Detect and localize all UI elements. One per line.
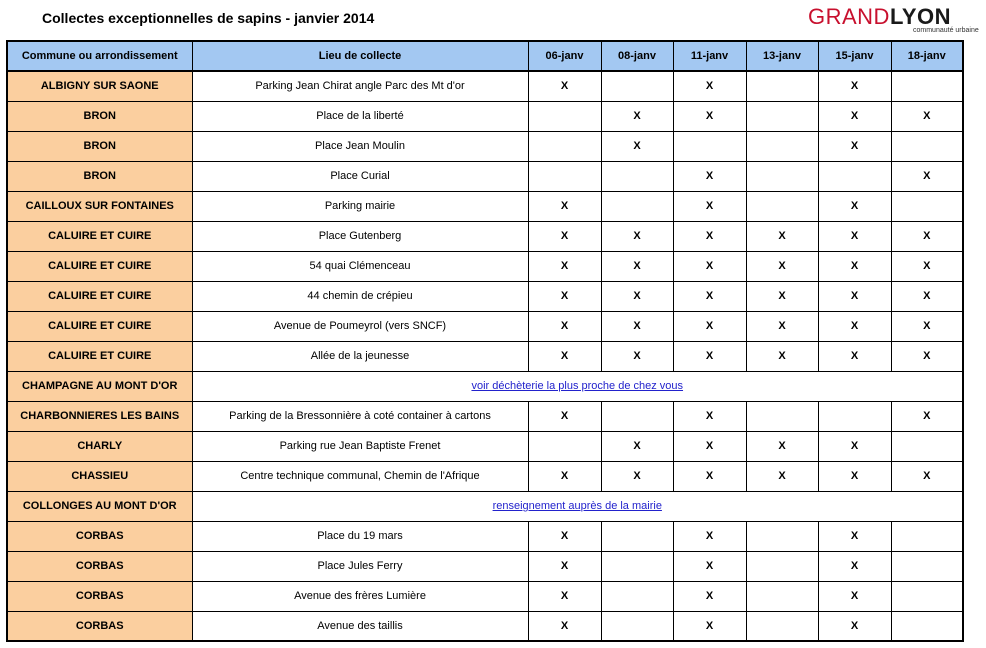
- collection-mark-cell: X: [673, 551, 746, 581]
- table-row: [7, 341, 963, 371]
- collection-mark-cell: X: [891, 161, 963, 191]
- collection-mark-cell: X: [528, 401, 601, 431]
- table-row: [7, 611, 963, 641]
- header-date: 06-janv: [528, 41, 601, 71]
- collection-mark-cell: X: [673, 311, 746, 341]
- collection-mark-cell: [891, 581, 963, 611]
- collection-mark-cell: [891, 71, 963, 101]
- table-row: [7, 131, 963, 161]
- collection-mark-cell: X: [601, 431, 673, 461]
- collection-mark-cell: [746, 101, 818, 131]
- commune-cell: CALUIRE ET CUIRE: [7, 281, 192, 311]
- info-link[interactable]: voir déchèterie la plus proche de chez vous: [192, 371, 963, 401]
- lieu-cell: Parking Jean Chirat angle Parc des Mt d'or: [192, 71, 528, 101]
- commune-cell: CAILLOUX SUR FONTAINES: [7, 191, 192, 221]
- commune-cell: CORBAS: [7, 521, 192, 551]
- collection-mark-cell: X: [818, 341, 891, 371]
- collection-mark-cell: [891, 191, 963, 221]
- table-row: [7, 311, 963, 341]
- commune-cell: CHASSIEU: [7, 461, 192, 491]
- lieu-cell: Avenue des taillis: [192, 611, 528, 641]
- collection-mark-cell: X: [818, 191, 891, 221]
- collection-mark-cell: X: [746, 431, 818, 461]
- collection-mark-cell: X: [528, 71, 601, 101]
- info-link[interactable]: renseignement auprès de la mairie: [192, 491, 963, 521]
- collection-mark-cell: X: [528, 221, 601, 251]
- collection-mark-cell: [601, 521, 673, 551]
- collection-mark-cell: X: [673, 431, 746, 461]
- commune-cell: BRON: [7, 161, 192, 191]
- table-row: [7, 491, 963, 521]
- collection-mark-cell: [601, 401, 673, 431]
- collection-mark-cell: [601, 161, 673, 191]
- collection-mark-cell: [818, 161, 891, 191]
- table-row: [7, 461, 963, 491]
- collection-mark-cell: X: [746, 341, 818, 371]
- collection-mark-cell: X: [818, 281, 891, 311]
- collection-mark-cell: X: [673, 461, 746, 491]
- collection-mark-cell: X: [601, 101, 673, 131]
- collection-mark-cell: [746, 401, 818, 431]
- collection-mark-cell: X: [673, 161, 746, 191]
- collection-mark-cell: X: [891, 311, 963, 341]
- collection-mark-cell: [891, 431, 963, 461]
- commune-cell: CORBAS: [7, 611, 192, 641]
- collection-mark-cell: X: [528, 341, 601, 371]
- lieu-cell: 54 quai Clémenceau: [192, 251, 528, 281]
- collection-mark-cell: X: [891, 101, 963, 131]
- lieu-cell: Parking rue Jean Baptiste Frenet: [192, 431, 528, 461]
- collection-mark-cell: [673, 131, 746, 161]
- lieu-cell: Centre technique communal, Chemin de l'Afrique: [192, 461, 528, 491]
- collection-mark-cell: X: [891, 251, 963, 281]
- lieu-cell: Avenue de Poumeyrol (vers SNCF): [192, 311, 528, 341]
- table-row: [7, 281, 963, 311]
- collection-mark-cell: X: [818, 71, 891, 101]
- commune-cell: CALUIRE ET CUIRE: [7, 221, 192, 251]
- table-row: [7, 221, 963, 251]
- collection-mark-cell: X: [601, 251, 673, 281]
- header-lieu: Lieu de collecte: [192, 41, 528, 71]
- collection-mark-cell: [528, 161, 601, 191]
- collection-mark-cell: X: [746, 281, 818, 311]
- collection-mark-cell: X: [818, 581, 891, 611]
- header-date: 08-janv: [601, 41, 673, 71]
- collection-mark-cell: [891, 131, 963, 161]
- collection-mark-cell: [528, 101, 601, 131]
- commune-cell: CALUIRE ET CUIRE: [7, 341, 192, 371]
- grandlyon-logo: [808, 4, 984, 34]
- collection-mark-cell: [601, 191, 673, 221]
- collection-mark-cell: X: [601, 131, 673, 161]
- commune-cell: CORBAS: [7, 551, 192, 581]
- collection-mark-cell: X: [673, 71, 746, 101]
- commune-cell: CHARBONNIERES LES BAINS: [7, 401, 192, 431]
- collection-mark-cell: X: [601, 221, 673, 251]
- collection-mark-cell: X: [673, 281, 746, 311]
- collection-mark-cell: X: [601, 311, 673, 341]
- table-row: [7, 161, 963, 191]
- header-date: 15-janv: [818, 41, 891, 71]
- logo-lyon-text: LYON: [889, 4, 952, 29]
- table-row: [7, 251, 963, 281]
- collection-mark-cell: X: [891, 341, 963, 371]
- lieu-cell: Parking de la Bressonnière à coté container à cartons: [192, 401, 528, 431]
- lieu-cell: Place de la liberté: [192, 101, 528, 131]
- commune-cell: CALUIRE ET CUIRE: [7, 311, 192, 341]
- lieu-cell: Place du 19 mars: [192, 521, 528, 551]
- collection-mark-cell: X: [818, 251, 891, 281]
- collection-mark-cell: X: [673, 251, 746, 281]
- table-row: [7, 71, 963, 101]
- header-commune: Commune ou arrondissement: [7, 41, 192, 71]
- collection-mark-cell: [746, 71, 818, 101]
- table-row: [7, 551, 963, 581]
- collection-mark-cell: X: [818, 521, 891, 551]
- collection-mark-cell: [528, 131, 601, 161]
- commune-cell: BRON: [7, 101, 192, 131]
- table-header-row: [7, 41, 963, 71]
- collection-mark-cell: X: [528, 551, 601, 581]
- collection-mark-cell: X: [891, 221, 963, 251]
- collection-mark-cell: X: [818, 101, 891, 131]
- table-row: [7, 191, 963, 221]
- collection-schedule-table: [6, 40, 964, 642]
- collection-mark-cell: X: [891, 401, 963, 431]
- header-date: 13-janv: [746, 41, 818, 71]
- collection-mark-cell: [746, 611, 818, 641]
- collection-mark-cell: X: [673, 191, 746, 221]
- collection-mark-cell: X: [673, 341, 746, 371]
- lieu-cell: Place Curial: [192, 161, 528, 191]
- collection-mark-cell: [746, 581, 818, 611]
- table-row: [7, 521, 963, 551]
- collection-mark-cell: X: [673, 101, 746, 131]
- collection-mark-cell: X: [746, 251, 818, 281]
- collection-mark-cell: X: [673, 221, 746, 251]
- collection-mark-cell: X: [601, 461, 673, 491]
- commune-cell: CORBAS: [7, 581, 192, 611]
- collection-mark-cell: [746, 131, 818, 161]
- lieu-cell: Parking mairie: [192, 191, 528, 221]
- collection-mark-cell: X: [891, 281, 963, 311]
- collection-mark-cell: [818, 401, 891, 431]
- collection-mark-cell: X: [673, 581, 746, 611]
- collection-mark-cell: [601, 581, 673, 611]
- lieu-cell: Place Gutenberg: [192, 221, 528, 251]
- logo-grand-text: GRAND: [808, 4, 890, 29]
- collection-mark-cell: X: [818, 611, 891, 641]
- lieu-cell: Allée de la jeunesse: [192, 341, 528, 371]
- collection-mark-cell: X: [818, 221, 891, 251]
- collection-mark-cell: X: [528, 581, 601, 611]
- logo-wordmark: [808, 5, 984, 29]
- collection-mark-cell: [601, 611, 673, 641]
- collection-mark-cell: [601, 551, 673, 581]
- collection-mark-cell: X: [601, 281, 673, 311]
- collection-mark-cell: [746, 551, 818, 581]
- collection-mark-cell: [746, 191, 818, 221]
- collection-mark-cell: [891, 611, 963, 641]
- collection-mark-cell: X: [528, 461, 601, 491]
- collection-mark-cell: X: [673, 521, 746, 551]
- collection-mark-cell: X: [528, 251, 601, 281]
- collection-mark-cell: [746, 161, 818, 191]
- collection-mark-cell: [746, 521, 818, 551]
- table-body: [7, 71, 963, 641]
- lieu-cell: Place Jean Moulin: [192, 131, 528, 161]
- collection-mark-cell: [891, 551, 963, 581]
- header-date: 11-janv: [673, 41, 746, 71]
- commune-cell: COLLONGES AU MONT D'OR: [7, 491, 192, 521]
- collection-mark-cell: X: [746, 461, 818, 491]
- page-title: Collectes exceptionnelles de sapins - janvier 2014: [42, 10, 375, 26]
- header-date: 18-janv: [891, 41, 963, 71]
- collection-mark-cell: X: [528, 191, 601, 221]
- lieu-cell: Avenue des frères Lumière: [192, 581, 528, 611]
- collection-mark-cell: X: [746, 311, 818, 341]
- table-row: [7, 401, 963, 431]
- collection-mark-cell: X: [528, 521, 601, 551]
- table-row: [7, 101, 963, 131]
- collection-mark-cell: X: [818, 461, 891, 491]
- collection-mark-cell: X: [673, 611, 746, 641]
- table-row: [7, 581, 963, 611]
- collection-mark-cell: X: [891, 461, 963, 491]
- collection-mark-cell: X: [673, 401, 746, 431]
- commune-cell: CHARLY: [7, 431, 192, 461]
- lieu-cell: Place Jules Ferry: [192, 551, 528, 581]
- collection-mark-cell: X: [601, 341, 673, 371]
- collection-mark-cell: [528, 431, 601, 461]
- commune-cell: CALUIRE ET CUIRE: [7, 251, 192, 281]
- commune-cell: ALBIGNY SUR SAONE: [7, 71, 192, 101]
- logo-subtitle: communauté urbaine: [913, 27, 979, 34]
- collection-mark-cell: X: [818, 431, 891, 461]
- commune-cell: CHAMPAGNE AU MONT D'OR: [7, 371, 192, 401]
- collection-mark-cell: [601, 71, 673, 101]
- collection-mark-cell: X: [528, 281, 601, 311]
- table-row: [7, 431, 963, 461]
- table-row: [7, 371, 963, 401]
- collection-mark-cell: [891, 521, 963, 551]
- collection-mark-cell: X: [528, 311, 601, 341]
- collection-mark-cell: X: [818, 551, 891, 581]
- collection-mark-cell: X: [818, 311, 891, 341]
- collection-mark-cell: X: [528, 611, 601, 641]
- collection-mark-cell: X: [746, 221, 818, 251]
- lieu-cell: 44 chemin de crépieu: [192, 281, 528, 311]
- collection-mark-cell: X: [818, 131, 891, 161]
- commune-cell: BRON: [7, 131, 192, 161]
